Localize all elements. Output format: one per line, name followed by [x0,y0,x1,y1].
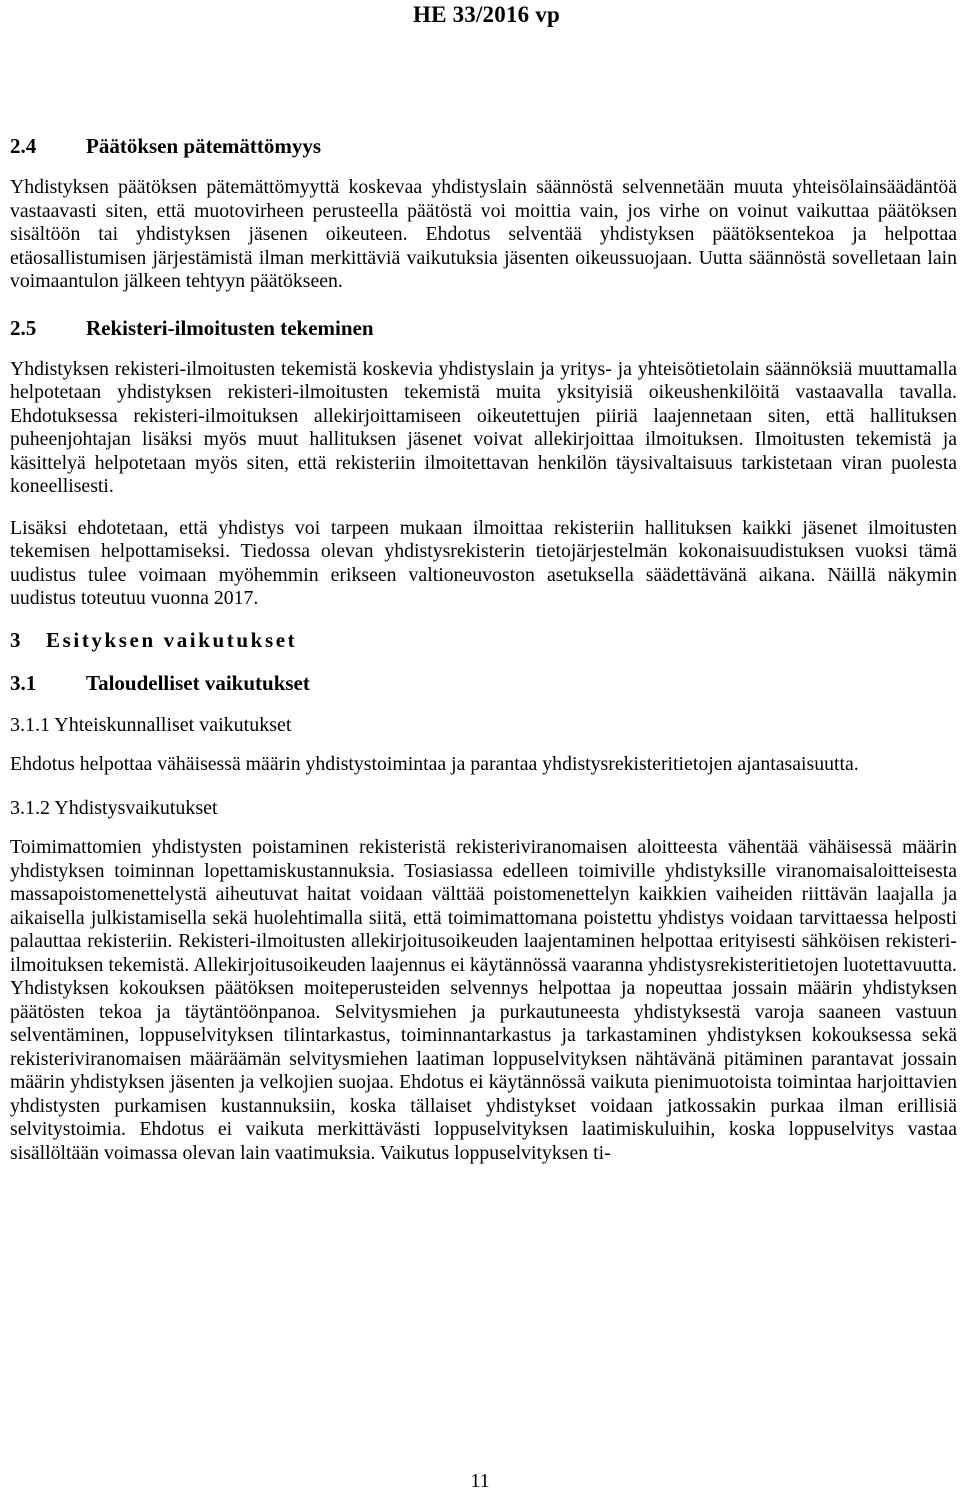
chapter-title: Esityksen vaikutukset [46,627,298,652]
subsection-heading-3-1-2: 3.1.2 Yhdistysvaikutukset [10,797,218,819]
paragraph: Ehdotus helpottaa vähäisessä määrin yhdistystoimintaa ja parantaa yhdistysrekisteritietojen ajantasaisuutta. [10,752,859,775]
section-number: 2.4 [10,134,37,158]
section-number: 3.1 [10,670,37,695]
document-identifier: HE 33/2016 vp [412,2,560,27]
section-heading-3-1 [10,667,957,699]
document-body [10,130,957,1165]
section-title: Rekisteri-ilmoitusten tekeminen [86,315,374,340]
section-title: Taloudelliset vaikutukset [86,670,310,695]
paragraph: Lisäksi ehdotetaan, että yhdistys voi tarpeen mukaan ilmoittaa rekisteriin hallituksen kaikki jäsenet ilmoitusten tekemisen helpottamiseksi. Tiedossa olevan yhdistysrekisterin tietojärjestelmän kokonaisuudistuksen vuoksi tämä uudistus tulee voimaan myöhemmin erikseen valtioneuvoston asetuksella säädettävänä aikana. Näillä näkymin uudistus toteutuu vuonna 2017. [10,516,957,609]
page-number: 11 [470,1470,490,1492]
paragraph: Yhdistyksen rekisteri-ilmoitusten tekemistä koskevia yhdistyslain ja yritys- ja yhteisötietolain säännöksiä muuttamalla helpotetaan yhdistyksen rekisteri-ilmoitusten tekemistä muita yksityisiä oikeushenkilöitä vastaavalla tavalla. Ehdotuksessa rekisteri-ilmoituksen allekirjoittamiseen oikeutettujen piiriä laajennetaan siten, että hallituksen puheenjohtajan lisäksi myös muut hallituksen jäsenet voivat allekirjoittaa ilmoituksen. Ilmoitusten tekemistä ja käsittelyä helpotetaan myös siten, että rekisteriin ilmoitettavan henkilön täysivaltaisuus tarkistetaan viran puolesta koneellisesti. [10,357,957,497]
subsection-heading-3-1-1: 3.1.1 Yhteiskunnalliset vaikutukset [10,713,292,736]
paragraph: Yhdistyksen päätöksen pätemättömyyttä koskevaa yhdistyslain säännöstä selvennetään muuta yhteisölainsäädäntöä vastaavasti siten, että muotovirheen perusteella päätöstä voi moittia vain, jos virhe on voinut vaikuttaa päätöksen sisältöön tai yhdistyksen jäsenen oikeuteen. Ehdotus selventää yhdistyksen päätöksentekoa ja helpottaa etäosallistumisen järjestämistä ilman merkittäviä vaikutuksia jäsenten oikeussuojaan. Uutta säännöstä sovelletaan lain voimaantulon jälkeen tehtyyn päätökseen. [10,176,957,292]
paragraph: Toimimattomien yhdistysten poistaminen rekisteristä rekisteriviranomaisen aloitteesta vähentää vähäisessä määrin yhdistyksen toiminnan lopettamiskustannuksia. Tosiasiassa edelleen toimiville yhdistyksille viranomaisaloitteisesta massapoistomenettelystä aiheutuvat haitat voidaan välttää poistomenettelyn kaikkien vaiheiden riittävän laajalla ja aikaisella julkistamisella sekä huolehtimalla siitä, että toimimattomana poistettu yhdistys voidaan tarvittaessa helposti palauttaa rekisteriin. Rekisteri-ilmoitusten allekirjoitusoikeuden laajentaminen helpottaa erityisesti sähköisen rekisteri-ilmoituksen tekemistä. Allekirjoitusoikeuden laajennus ei käytännössä vaaranna yhdistysrekisteritietojen luotettavuutta. Yhdistyksen kokouksen päätöksen moiteperusteiden selvennys helpottaa ja nopeuttaa jossain määrin yhdistyksen päätösten tekoa ja täytäntöönpanoa. Selvitysmiehen ja purkautuneesta yhdistyksestä varoja saaneen vastuun selventäminen, loppuselvityksen tilintarkastus, toiminnantarkastus ja tarkastaminen yhdistyksen kokouksessa sekä rekisteriviranomaisen määräämän selvitysmiehen laatiman loppuselvityksen nähtävänä pitäminen parantavat jossain määrin yhdistyksen jäsenten ja velkojien suojaa. Ehdotus ei käytännössä vaikuta pienimuotoista toimintaa harjoittavien yhdistysten purkamisen kustannuksiin, koska tällaiset yhdistykset voidaan jatkossakin purkaa ilman erillisiä selvitystoimia. Ehdotus ei vaikuta merkittävästi loppuselvityksen laatimiskuluihin, koska loppuselvitys vastaa sisällöltään voimassa olevan lain vaatimuksia. Vaikutus loppuselvityksen ti- [10,836,957,1164]
section-heading-2-4 [10,130,957,162]
section-title: Päätöksen pätemättömyys [86,134,322,158]
chapter-heading-3 [10,625,957,655]
section-heading-2-5 [10,312,957,344]
section-number: 2.5 [10,315,37,340]
chapter-number: 3 [10,627,21,652]
